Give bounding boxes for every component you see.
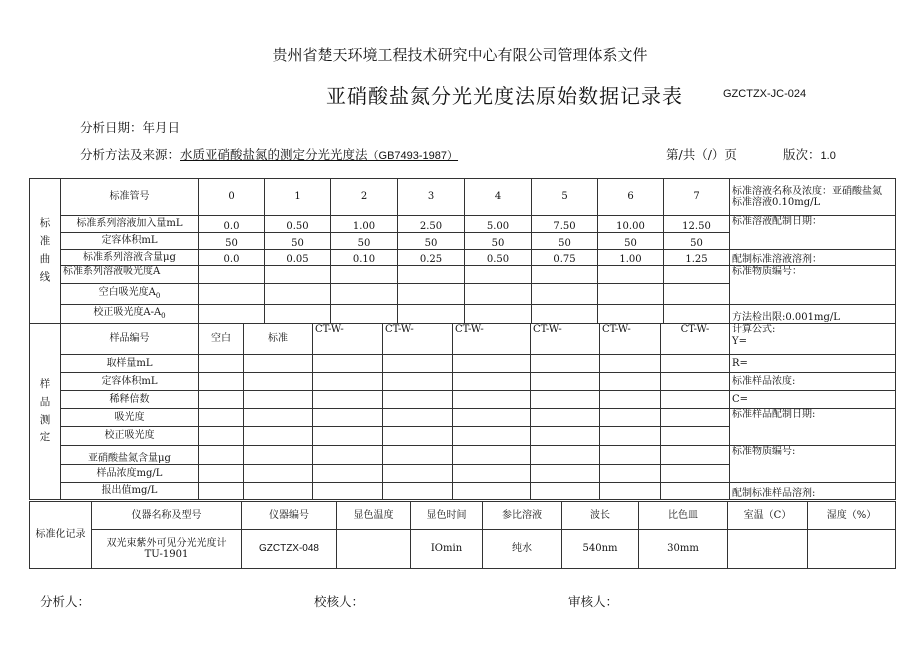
blank-abs-text: 空白吸光度A bbox=[98, 287, 156, 299]
tube-4: 4 bbox=[465, 179, 532, 216]
sample-row-8 bbox=[30, 483, 896, 500]
standardization-label: 标准化记录 bbox=[30, 502, 92, 569]
tube-3: 3 bbox=[398, 179, 465, 216]
add-5: 7.50 bbox=[532, 216, 598, 233]
std-sample-solvent: 配制标准样品溶剂: bbox=[730, 483, 896, 500]
sample-id-row bbox=[30, 324, 896, 355]
add-row bbox=[30, 216, 896, 233]
tube-7: 7 bbox=[664, 179, 730, 216]
sample-standard: 标准 bbox=[244, 324, 313, 355]
sample-id-4: CT-W- bbox=[531, 324, 600, 355]
sample-row-label: 样品浓度mg/L bbox=[61, 465, 199, 483]
std-name-conc-text: 标准溶液名称及浓度：亚硝酸盐氮 bbox=[732, 185, 882, 197]
sample-no-label: 样品编号 bbox=[61, 324, 199, 355]
content-2: 0.10 bbox=[331, 250, 398, 266]
blank-abs-sub: 0 bbox=[155, 292, 161, 301]
formula-block bbox=[730, 324, 896, 355]
standardization-header-row bbox=[30, 502, 896, 530]
formula-y: Y= bbox=[732, 335, 747, 347]
instrument-model: TU-1901 bbox=[144, 549, 189, 560]
tube-1: 1 bbox=[265, 179, 331, 216]
add-7: 12.50 bbox=[664, 216, 730, 233]
instrument-no: GZCTZX-048 bbox=[242, 530, 337, 569]
sample-row-label: 稀释倍数 bbox=[61, 391, 199, 409]
vol-2: 50 bbox=[331, 233, 398, 250]
sample-id-5: CT-W- bbox=[600, 324, 661, 355]
add-label: 标准系列溶液加入量mL bbox=[61, 216, 199, 233]
sample-row-6 bbox=[30, 446, 896, 465]
vol-7: 50 bbox=[664, 233, 730, 250]
detect-limit: 方法检出限:0.001mg/L bbox=[730, 305, 896, 324]
reviewer-signature: 审核人： bbox=[568, 594, 619, 609]
checker-signature: 校核人： bbox=[314, 594, 365, 609]
col-humidity: 湿度（%） bbox=[808, 502, 896, 530]
vol-5: 50 bbox=[532, 233, 598, 250]
method-label: 分析方法及来源： bbox=[80, 147, 181, 162]
formula-label: 计算公式: bbox=[732, 324, 776, 335]
sample-row-2 bbox=[30, 373, 896, 391]
sample-table bbox=[29, 323, 896, 500]
content-0: 0.0 bbox=[199, 250, 265, 266]
col-instrument-no: 仪器编号 bbox=[242, 502, 337, 530]
sample-id-1: CT-W- bbox=[313, 324, 383, 355]
content-6: 1.00 bbox=[598, 250, 664, 266]
std-sample-c: C= bbox=[730, 391, 896, 409]
sample-row-1 bbox=[30, 355, 896, 373]
sample-blank: 空白 bbox=[199, 324, 244, 355]
sample-row-label: 亚硝酸盐氮含量μg bbox=[61, 446, 199, 465]
version bbox=[783, 145, 836, 163]
wavelength: 540nm bbox=[562, 530, 639, 569]
tube-2: 2 bbox=[331, 179, 398, 216]
corr-abs-sub: 0 bbox=[161, 312, 166, 321]
sample-row-4 bbox=[30, 409, 896, 427]
page-number: 第/共（/）页 bbox=[666, 147, 737, 162]
corr-abs-text: 校正吸光度A-A bbox=[93, 307, 162, 319]
sample-row-label: 定容体积mL bbox=[61, 373, 199, 391]
sample-row-label: 吸光度 bbox=[61, 409, 199, 427]
tube-5: 5 bbox=[532, 179, 598, 216]
content-7: 1.25 bbox=[664, 250, 730, 266]
sample-row-3 bbox=[30, 391, 896, 409]
formula-r: R= bbox=[730, 355, 896, 373]
tube-0: 0 bbox=[199, 179, 265, 216]
content-5: 0.75 bbox=[532, 250, 598, 266]
analysis-date: 分析日期：年月日 bbox=[80, 120, 181, 135]
col-color-time: 显色时间 bbox=[411, 502, 483, 530]
method-value bbox=[180, 147, 458, 162]
col-reference: 参比溶液 bbox=[483, 502, 562, 530]
sample-row-label: 报出值mg/L bbox=[61, 483, 199, 500]
corrected-abs-row bbox=[30, 305, 896, 324]
std-section-label: 标 准 曲 线 bbox=[30, 179, 61, 324]
form-title: 亚硝酸盐氮分光光度法原始数据记录表 bbox=[326, 84, 683, 108]
version-value: 1.0 bbox=[820, 150, 836, 162]
abs-label: 标准系列溶液吸光度A bbox=[61, 266, 199, 284]
sample-id-3: CT-W- bbox=[453, 324, 531, 355]
sample-id-2: CT-W- bbox=[383, 324, 453, 355]
add-3: 2.50 bbox=[398, 216, 465, 233]
add-4: 5.00 bbox=[465, 216, 532, 233]
instrument-name-line1: 双光束紫外可见分光光度计 bbox=[106, 537, 227, 549]
analysis-method bbox=[80, 145, 458, 163]
add-6: 10.00 bbox=[598, 216, 664, 233]
vol-1: 50 bbox=[265, 233, 331, 250]
std-sample-conc: 标准样品浓度: bbox=[730, 373, 896, 391]
standardization-value-row bbox=[30, 530, 896, 569]
col-instrument: 仪器名称及型号 bbox=[92, 502, 242, 530]
instrument-name bbox=[92, 530, 242, 569]
cuvette: 30mm bbox=[639, 530, 728, 569]
std-sample-material-no: 标准物质编号: bbox=[730, 446, 896, 483]
method-standard: （GB7493-1987） bbox=[367, 150, 459, 162]
vol-3: 50 bbox=[398, 233, 465, 250]
std-material-no: 标准物质编号： bbox=[730, 266, 896, 305]
vol-0: 50 bbox=[199, 233, 265, 250]
org-title: 贵州省楚天环境工程技术研究中心有限公司管理体系文件 bbox=[272, 46, 648, 64]
color-temp bbox=[337, 530, 411, 569]
absorbance-row bbox=[30, 266, 896, 284]
vol-label: 定容体积mL bbox=[61, 233, 199, 250]
col-wavelength: 波长 bbox=[562, 502, 639, 530]
tube-row bbox=[30, 179, 896, 216]
sample-row-label: 校正吸光度 bbox=[61, 427, 199, 446]
std-conc-value: 标准溶液0.10mg/L bbox=[732, 197, 821, 208]
vol-4: 50 bbox=[465, 233, 532, 250]
blank-abs-label bbox=[61, 284, 199, 305]
content-row bbox=[30, 250, 896, 266]
method-name: 水质亚硝酸盐氮的测定分光光度法 bbox=[180, 147, 368, 162]
reference-solution: 纯水 bbox=[483, 530, 562, 569]
add-1: 0.50 bbox=[265, 216, 331, 233]
std-name-conc bbox=[730, 179, 896, 216]
content-4: 0.50 bbox=[465, 250, 532, 266]
std-solvent: 配制标准溶液溶剂： bbox=[730, 250, 896, 266]
version-label: 版次： bbox=[783, 147, 821, 162]
vol-6: 50 bbox=[598, 233, 664, 250]
sample-row-label: 取样量mL bbox=[61, 355, 199, 373]
content-1: 0.05 bbox=[265, 250, 331, 266]
humidity bbox=[808, 530, 896, 569]
form-code: GZCTZX-JC-024 bbox=[723, 88, 807, 100]
col-cuvette: 比色皿 bbox=[639, 502, 728, 530]
standard-curve-table bbox=[29, 178, 896, 324]
std-prep-date: 标准溶液配制日期： bbox=[730, 216, 896, 250]
content-3: 0.25 bbox=[398, 250, 465, 266]
standardization-table bbox=[29, 501, 896, 569]
room-temp bbox=[728, 530, 808, 569]
sample-section-label: 样 品 测 定 bbox=[30, 324, 61, 500]
col-color-temp: 显色温度 bbox=[337, 502, 411, 530]
tube-6: 6 bbox=[598, 179, 664, 216]
add-0: 0.0 bbox=[199, 216, 265, 233]
corr-abs-label bbox=[61, 305, 199, 324]
analyst-signature: 分析人： bbox=[40, 594, 91, 609]
content-label: 标准系列溶液含量μg bbox=[61, 250, 199, 266]
add-2: 1.00 bbox=[331, 216, 398, 233]
sample-id-6: CT-W- bbox=[661, 324, 730, 355]
std-sample-prep-date: 标准样品配制日期: bbox=[730, 409, 896, 446]
tubes-label: 标准管号 bbox=[61, 179, 199, 216]
col-room-temp: 室温（C） bbox=[728, 502, 808, 530]
color-time: IOmin bbox=[411, 530, 483, 569]
